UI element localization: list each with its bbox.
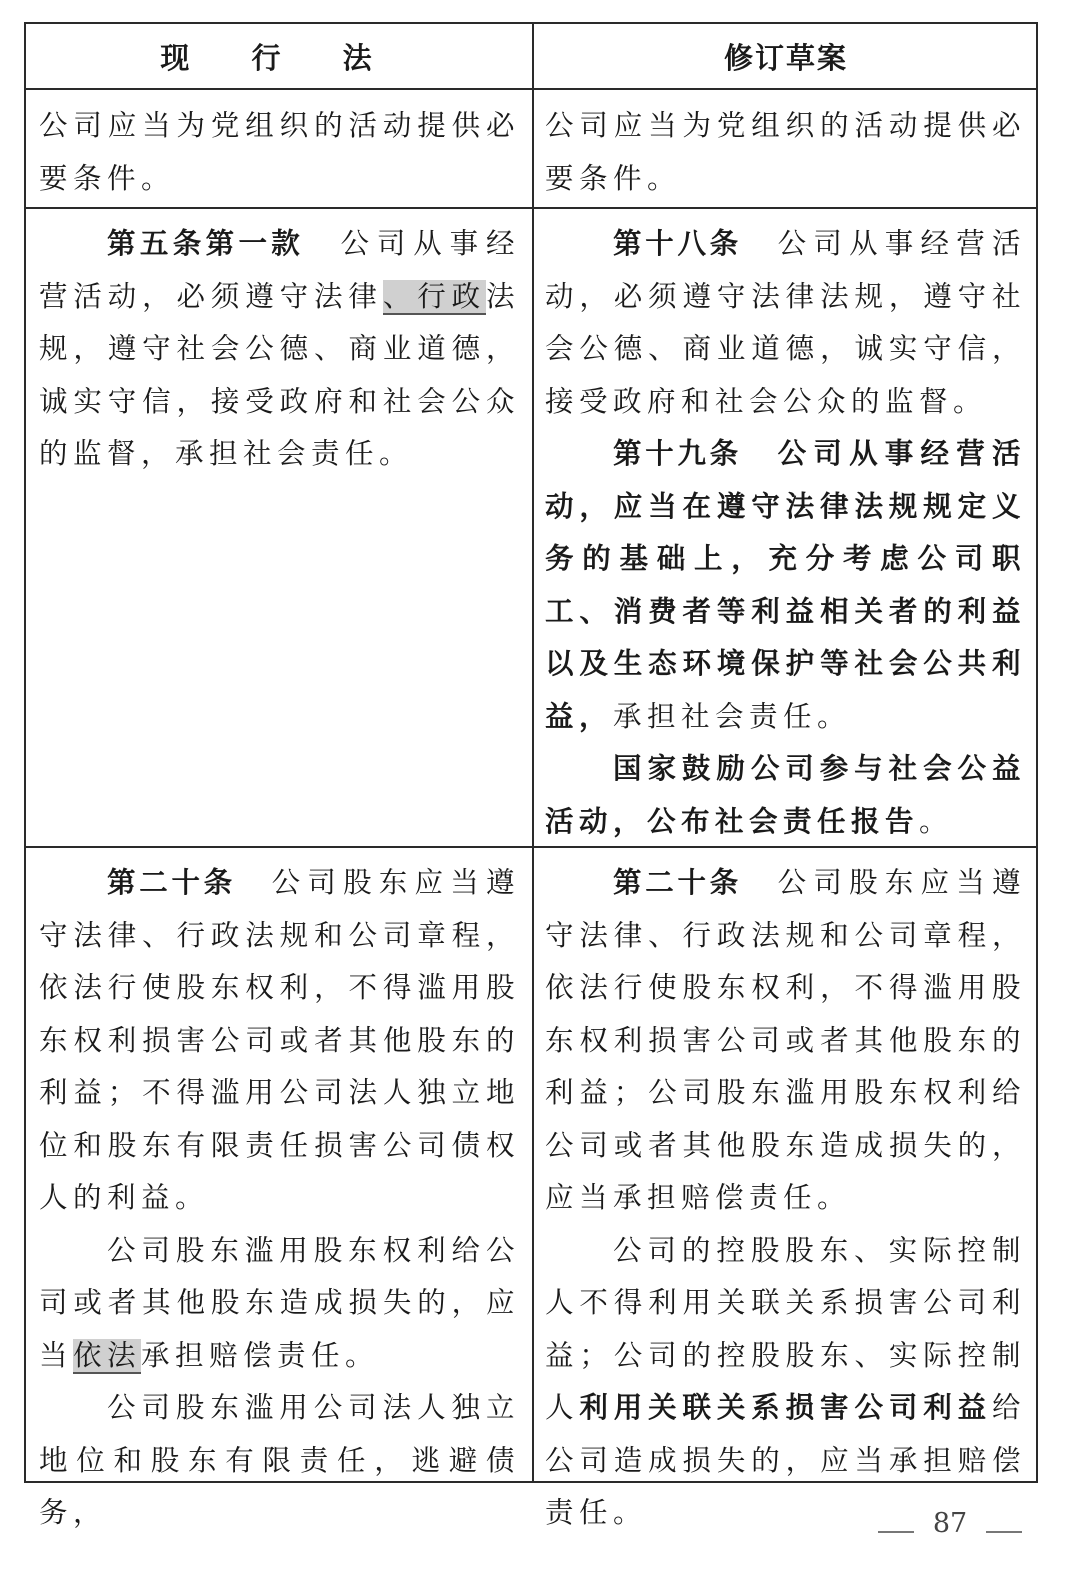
header-revised-draft: 修订草案 [723,40,848,75]
article-title: 第五条第一款 [107,227,305,260]
dash-right [986,1531,1022,1533]
added-text-bold: 利用关联关系损害公司利益 [579,1391,992,1424]
row1-right-cell [545,100,1026,205]
article-text: 法规，遵守社会公德、商业道德，诚实守信，接受政府和社会公众的监督，承担社会责任。 [39,279,520,470]
article-paragraph [39,1225,520,1383]
row3-right-cell [545,857,1026,1540]
article-paragraph [39,1382,520,1540]
article-title: 第二十条 [613,866,742,899]
header-current-law: 现 行 法 [160,40,398,75]
article-paragraph [39,857,520,1225]
added-text-bold: 公司从事经营活动，应当在遵守法律法规规定义务的基础上，充分考虑公司职工、消费者等利益相关者的利益以及生态环境保护等社会公共利益， [545,437,1026,733]
article-text: 公司股东滥用公司法人独立地位和股东有限责任，逃避债务， [39,1391,520,1529]
article-text: 公司股东应当遵守法律、行政法规和公司章程，依法行使股东权利，不得滥用股东权利损害公司或者其他股东的利益；公司股东滥用股东权利给公司或者其他股东造成损失的，应当承担赔偿责任。 [545,866,1026,1214]
deleted-text-highlight: 、行政 [382,279,486,313]
article-paragraph [545,743,1026,848]
paragraph: 公司应当为党组织的活动提供必要条件。 [545,109,1026,195]
article-title: 第十九条 [613,437,742,470]
row2-left-cell [39,218,520,481]
article-text: 公司股东滥用股东权利给公司或者其他股东造成损失的，应当 [39,1233,520,1372]
article-paragraph [545,218,1026,428]
article-text: 公司的控股股东、实际控制人不得利用关联关系损害公司利益；公司的控股股东、实际控制人 [545,1233,1026,1424]
dash-left [878,1531,914,1533]
paragraph: 公司应当为党组织的活动提供必要条件。 [39,109,520,195]
article-text: 公司从事经营活动，必须遵守法律法规，遵守社会公德、商业道德，诚实守信，接受政府和社会公众的监督。 [545,227,1026,418]
row1-left-cell [39,100,520,205]
article-paragraph [545,1225,1026,1540]
article-text: 给公司造成损失的，应当承担赔偿责任。 [545,1391,1026,1529]
article-text: 公司从事经营活动，必须遵守法律 [39,227,520,313]
article-text: 承担社会责任。 [613,699,852,733]
row2-right-cell [545,218,1026,848]
page-number: 87 [932,1508,968,1539]
deleted-text-highlight: 依法 [73,1338,142,1372]
column-divider [532,24,534,1481]
article-paragraph [39,218,520,481]
article-paragraph [545,428,1026,743]
article-paragraph [545,857,1026,1225]
row3-left-cell [39,857,520,1540]
article-text: 承担赔偿责任。 [141,1338,380,1372]
article-text: 公司股东应当遵守法律、行政法规和公司章程，依法行使股东权利，不得滥用股东权利损害公司或者其他股东的利益；不得滥用公司法人独立地位和股东有限责任损害公司债权人的利益。 [39,866,520,1214]
article-title: 第二十条 [107,866,236,899]
added-text-bold: 国家鼓励公司参与社会公益活动，公布社会责任报告 [545,752,1026,838]
row-divider [26,207,1036,209]
article-title: 第十八条 [613,227,742,260]
header-divider [26,88,1036,90]
article-text: 。 [919,804,954,838]
